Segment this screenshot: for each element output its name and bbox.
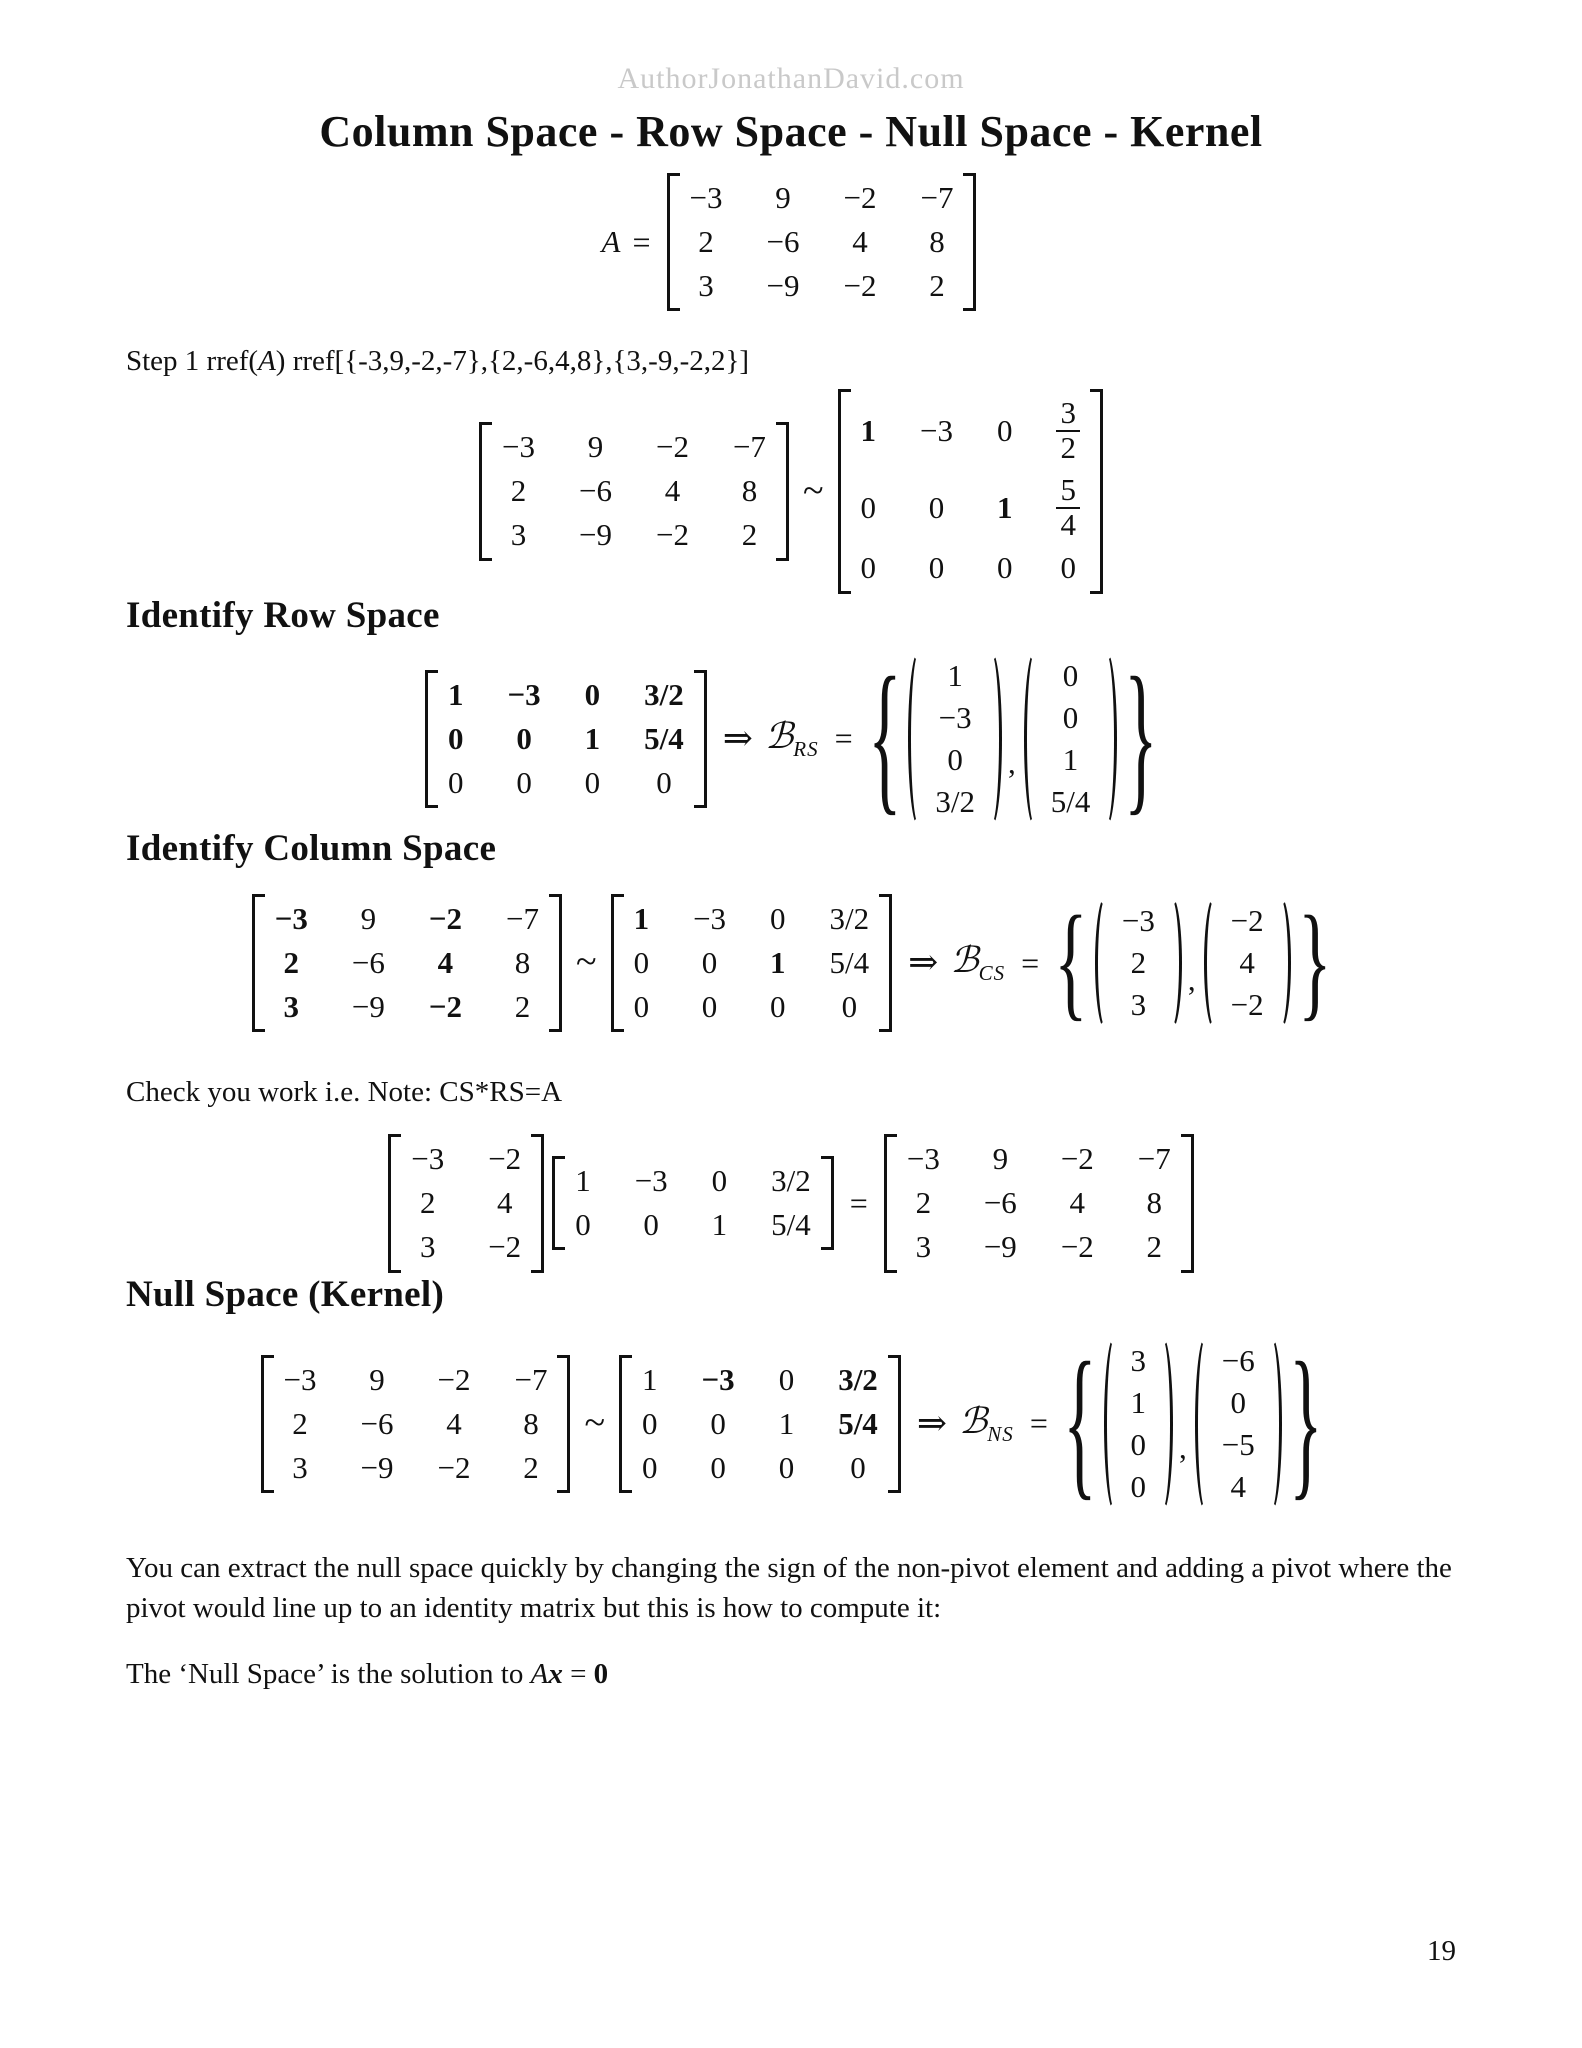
matrix-cell: 0: [996, 412, 1013, 448]
matrix-cell: −9: [578, 517, 612, 553]
matrix-cell: 3 2: [1056, 397, 1080, 464]
watermark-text: AuthorJonathanDavid.com: [617, 62, 965, 95]
matrix-cell: 1: [1062, 741, 1079, 777]
matrix-cell: 0: [656, 764, 672, 800]
matrix-a-bold-columns: [252, 894, 562, 1032]
matrix-cell: −3: [701, 1361, 735, 1397]
left-brace: {: [867, 644, 902, 831]
tilde-operator: ~: [802, 469, 824, 512]
page-title: Column Space - Row Space - Null Space - Kernel: [319, 107, 1263, 156]
equation-rref-result: [126, 389, 1456, 593]
matrix-cell: −7: [732, 429, 766, 465]
matrix-cell: 9: [369, 1361, 385, 1397]
matrix-a: [667, 173, 977, 311]
matrix-cell: 2: [915, 1185, 932, 1221]
matrix-cell: −3: [1121, 902, 1155, 938]
matrix-cell: 0: [928, 489, 945, 525]
matrix-cell: 5/4: [838, 1405, 878, 1441]
vector-comma: ,: [1179, 1429, 1187, 1465]
matrix-a-repeat: [479, 422, 789, 560]
matrix-cell: 0: [711, 1163, 728, 1199]
matrix-cell: 0: [633, 945, 650, 981]
matrix-cell: −6: [360, 1405, 394, 1441]
matrix-cell: 4: [496, 1185, 513, 1221]
right-brace: }: [1288, 1329, 1323, 1516]
matrix-cell: 2: [929, 268, 945, 304]
matrix-cell: 0: [996, 550, 1013, 586]
matrix-cell: 3/2: [935, 783, 975, 819]
matrix-cell: −7: [920, 180, 954, 215]
matrix-cell: −2: [1230, 902, 1264, 938]
matrix-cell: 0: [710, 1449, 726, 1485]
var-a: A: [601, 224, 621, 260]
step1-suffix: ) rref[{-3,9,-2,-7},{2,-6,4,8},{3,-9,-2,2}]: [275, 345, 750, 378]
vector-rs-2: [1024, 651, 1118, 827]
matrix-cell: 1: [633, 900, 650, 936]
matrix-cell: 1: [996, 489, 1013, 525]
matrix-cell: 0: [778, 1361, 795, 1397]
matrix-cell: 4: [852, 224, 868, 260]
matrix-cell: 1: [711, 1207, 728, 1243]
matrix-cell: −3: [283, 1361, 317, 1397]
matrix-rref-stacked: [838, 389, 1103, 593]
equation-row-space: [126, 644, 1456, 831]
matrix-cell: −3: [689, 180, 723, 215]
matrix-cell: 3: [915, 1229, 932, 1265]
script-b-glyph: ℬ: [764, 715, 794, 756]
matrix-cell: −2: [488, 1141, 522, 1177]
matrix-cell: −3: [693, 900, 727, 936]
vector-rs-1: [908, 651, 1002, 827]
matrix-cell: 3: [419, 1229, 436, 1265]
matrix-cell: −9: [766, 268, 800, 304]
matrix-cell: 2: [523, 1449, 539, 1485]
matrix-cell: −6: [983, 1185, 1017, 1221]
matrix-cell: 1: [947, 657, 963, 693]
matrix-cell: −9: [983, 1229, 1017, 1265]
tilde-operator: ~: [576, 941, 597, 984]
check-note-text: Check you work i.e. Note: CS*RS=A: [126, 1076, 563, 1109]
matrix-cell: 0: [841, 989, 858, 1025]
matrix-cell: 0: [447, 764, 464, 800]
matrix-cell: 0: [860, 550, 876, 586]
script-b-glyph: ℬ: [958, 1400, 988, 1441]
heading-null-space: Null Space (Kernel): [126, 1273, 445, 1315]
matrix-cell: 1: [447, 676, 464, 712]
matrix-cell: −3: [274, 900, 308, 936]
matrix-cell: 9: [360, 900, 377, 936]
basis-cs-subscript: CS: [978, 961, 1006, 986]
matrix-cell: −3: [920, 412, 953, 448]
matrix-cs-factor: [388, 1134, 544, 1272]
matrix-rref-pivots: [611, 894, 893, 1032]
matrix-cell: 3: [1130, 987, 1147, 1023]
matrix-cell: 0: [575, 1207, 591, 1243]
matrix-cell: 9: [587, 429, 604, 465]
matrix-cell: −7: [506, 900, 539, 936]
matrix-cell: 3/2: [829, 900, 870, 936]
matrix-cell: −2: [437, 1449, 471, 1485]
step1-prefix: Step 1 rref(: [126, 345, 259, 378]
matrix-rs-factor: [552, 1156, 834, 1250]
matrix-cell: 4: [664, 473, 681, 509]
matrix-cell: 4: [1239, 945, 1255, 981]
matrix-cell: 8: [929, 224, 945, 260]
matrix-cell: 4: [446, 1405, 462, 1441]
matrix-cell: −3: [906, 1141, 940, 1177]
matrix-cell: −2: [1060, 1141, 1094, 1177]
matrix-cell: 1: [770, 945, 786, 981]
matrix-cell: 0: [860, 489, 876, 525]
step1-text: [126, 341, 1456, 381]
matrix-cell: 0: [778, 1449, 795, 1485]
matrix-cell: −5: [1221, 1426, 1255, 1462]
matrix-cell: −2: [428, 900, 463, 936]
equals-sign: =: [1029, 1405, 1048, 1442]
matrix-cell: 0: [1060, 550, 1076, 586]
matrix-cell: 3: [510, 517, 527, 553]
matrix-cell: 0: [701, 945, 718, 981]
matrix-cell: −2: [655, 517, 689, 553]
basis-rs-subscript: RS: [793, 736, 819, 761]
matrix-cell: 0: [770, 900, 786, 936]
page-number: 19: [1427, 1935, 1456, 1967]
left-brace: {: [1054, 890, 1088, 1034]
matrix-rref-bold-rows: [425, 670, 707, 808]
matrix-cell: −2: [1060, 1229, 1094, 1265]
matrix-cell: 2: [514, 989, 531, 1025]
equation-null-space: [126, 1329, 1456, 1516]
equals-sign: =: [1021, 944, 1040, 981]
implies-arrow: ⇒: [916, 1402, 947, 1443]
matrix-cell: −2: [655, 429, 689, 465]
matrix-cell: 1: [860, 412, 876, 448]
matrix-cell: −2: [437, 1361, 471, 1397]
matrix-cell: −3: [502, 429, 535, 465]
matrix-cell: 0: [770, 989, 786, 1025]
matrix-cell: −9: [351, 989, 385, 1025]
basis-rs-symbol: [765, 717, 819, 761]
matrix-cell: 0: [701, 989, 718, 1025]
matrix-cell: 0: [516, 764, 532, 800]
matrix-cell: 4: [1230, 1468, 1247, 1504]
matrix-cell: −9: [360, 1449, 394, 1485]
matrix-cell: −6: [1221, 1342, 1255, 1378]
matrix-cell: 1: [1130, 1384, 1147, 1420]
matrix-cell: 1: [584, 720, 601, 756]
matrix-cell: 2: [510, 473, 527, 509]
vector-comma: ,: [1187, 962, 1196, 998]
matrix-cell: 9: [992, 1141, 1009, 1177]
heading-row-space: Identify Row Space: [126, 594, 440, 636]
matrix-cell: −6: [578, 473, 612, 509]
matrix-cell: 0: [642, 1405, 658, 1441]
matrix-cell: 4: [1069, 1185, 1086, 1221]
matrix-cell: 3/2: [644, 676, 684, 712]
matrix-cell: −3: [507, 676, 541, 712]
matrix-cell: 8: [523, 1405, 539, 1441]
matrix-cell: 2: [1146, 1229, 1163, 1265]
null-space-explanation: You can extract the null space quickly by changing the sign of the non-pivot element and adding a pivot where the pivot would line up to an identity matrix but this is how to compute it:: [126, 1551, 1452, 1624]
implies-arrow: ⇒: [908, 942, 939, 983]
matrix-cell: 0: [633, 989, 650, 1025]
tilde-operator: ~: [584, 1401, 606, 1444]
matrix-cell: 0: [1230, 1384, 1247, 1420]
matrix-cell: 2: [1130, 945, 1147, 981]
matrix-cell: −6: [351, 945, 385, 981]
matrix-cell: 0: [928, 550, 945, 586]
equation-matrix-a: [126, 173, 1456, 311]
matrix-cell: 8: [514, 945, 531, 981]
vector-ns-2: [1195, 1336, 1282, 1512]
null-space-definition: [126, 1654, 1456, 1694]
matrix-cell: 5/4: [829, 945, 870, 981]
matrix-cell: 4: [437, 945, 454, 981]
matrix-cell: 1: [642, 1361, 658, 1397]
matrix-cell: 2: [419, 1185, 436, 1221]
matrix-cell: −2: [843, 268, 877, 304]
matrix-cell: −2: [428, 989, 463, 1025]
matrix-cell: 5/4: [771, 1207, 811, 1243]
zero-vector: 0: [593, 1657, 609, 1690]
basis-ns-subscript: NS: [987, 1421, 1014, 1446]
var-a: A: [530, 1657, 549, 1690]
vector-ns-1: [1104, 1336, 1174, 1512]
matrix-cell: 0: [643, 1207, 659, 1243]
matrix-cell: 0: [516, 720, 532, 756]
right-brace: }: [1297, 890, 1332, 1034]
matrix-cell: −6: [766, 224, 800, 260]
script-b-glyph: ℬ: [950, 939, 979, 980]
matrix-cell: 8: [741, 473, 758, 509]
matrix-cell: 2: [283, 945, 300, 981]
matrix-cell: −3: [634, 1163, 668, 1199]
matrix-cell: 0: [850, 1449, 866, 1485]
basis-ns-symbol: [959, 1402, 1014, 1446]
matrix-cell: 0: [584, 676, 601, 712]
matrix-a-repeat: [261, 1355, 571, 1493]
matrix-cell: 8: [1146, 1185, 1163, 1221]
matrix-cell: 0: [947, 741, 963, 777]
definition-prefix: The ‘Null Space’ is the solution to: [126, 1657, 531, 1690]
matrix-cell: 3: [698, 268, 714, 304]
matrix-cell: 3/2: [771, 1163, 811, 1199]
matrix-cell: 0: [710, 1405, 726, 1441]
basis-cs-symbol: [950, 941, 1005, 985]
matrix-cell: 0: [1130, 1426, 1147, 1462]
matrix-cell: 0: [1062, 699, 1079, 735]
matrix-cell: 2: [741, 517, 758, 553]
equals-sign: =: [834, 720, 853, 757]
matrix-cell: 0: [584, 764, 601, 800]
matrix-cell: 1: [575, 1163, 591, 1199]
matrix-cell: 1: [778, 1405, 795, 1441]
matrix-cell: 3: [292, 1449, 308, 1485]
matrix-cell: 3/2: [838, 1361, 878, 1397]
vector-cs-2: [1204, 896, 1291, 1030]
matrix-cell: −3: [411, 1141, 445, 1177]
matrix-cell: 3: [283, 989, 300, 1025]
matrix-rref-nonpivot-bold: [619, 1355, 901, 1493]
matrix-a-product: [884, 1134, 1194, 1272]
matrix-cell: −3: [938, 699, 972, 735]
equals-sign: =: [849, 1184, 868, 1221]
matrix-cell: −2: [1230, 987, 1264, 1023]
vector-comma: ,: [1007, 744, 1016, 780]
right-brace: }: [1124, 644, 1158, 831]
matrix-cell: 0: [1062, 657, 1079, 693]
matrix-cell: 0: [642, 1449, 658, 1485]
matrix-cell: −2: [843, 180, 877, 215]
matrix-cell: 5 4: [1056, 474, 1080, 541]
matrix-cell: 5/4: [1050, 783, 1091, 819]
matrix-cell: 5/4: [644, 720, 684, 756]
equation-column-space: [126, 890, 1456, 1034]
matrix-cell: −7: [514, 1361, 548, 1397]
equation-check-product: [126, 1134, 1456, 1272]
step1-var-a: A: [258, 345, 276, 378]
matrix-cell: 0: [447, 720, 464, 756]
matrix-cell: 2: [698, 224, 714, 260]
vector-cs-1: [1095, 896, 1182, 1030]
matrix-cell: 0: [1130, 1468, 1147, 1504]
left-brace: {: [1063, 1329, 1097, 1516]
equals-sign: =: [632, 223, 651, 260]
implies-arrow: ⇒: [722, 717, 753, 758]
matrix-cell: 2: [292, 1405, 308, 1441]
var-x: x: [548, 1657, 563, 1690]
matrix-cell: 3: [1130, 1342, 1147, 1378]
matrix-cell: −2: [488, 1229, 522, 1265]
heading-column-space: Identify Column Space: [126, 827, 497, 869]
matrix-cell: 9: [775, 180, 791, 215]
matrix-cell: −7: [1137, 1141, 1171, 1177]
equals-sign: =: [562, 1657, 594, 1690]
